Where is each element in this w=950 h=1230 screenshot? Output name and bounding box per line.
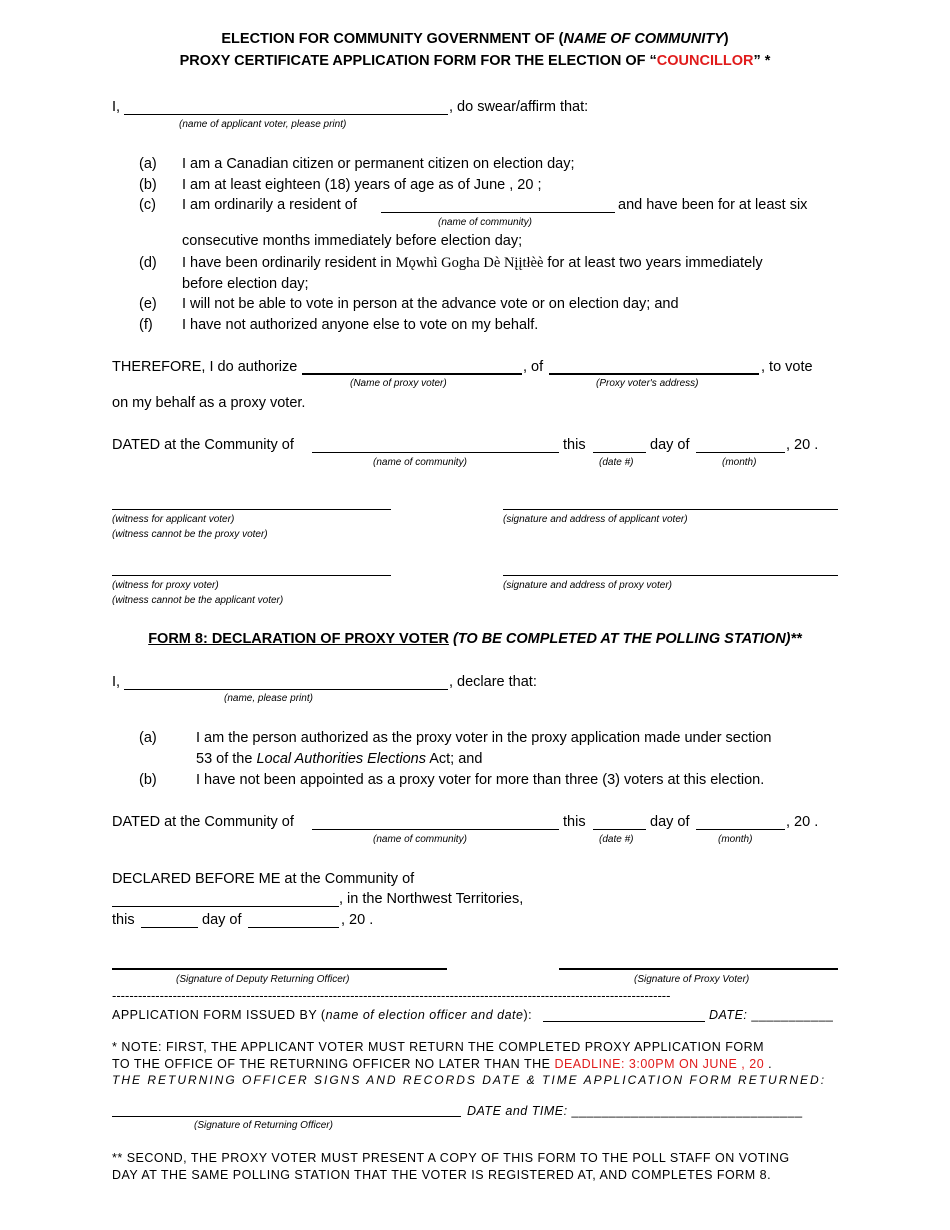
- witness-applicant-note: (witness cannot be the proxy voter): [112, 529, 268, 540]
- declared-community-field[interactable]: [112, 906, 339, 907]
- declared-day-of-text: day of: [202, 912, 242, 928]
- declared-this-text: this: [112, 912, 135, 928]
- item-c-letter: (c): [139, 197, 156, 213]
- of-text: , of: [523, 359, 544, 375]
- divider-dashes: ---------------------------------------------------------------------------------------------------------------------------------: [112, 988, 671, 1003]
- ro-signature-line[interactable]: [112, 1116, 461, 1117]
- item-f-text: I have not authorized anyone else to vote on my behalf.: [182, 317, 539, 333]
- year-text: , 20 .: [786, 437, 819, 453]
- witness-applicant-line[interactable]: [112, 509, 391, 510]
- signature-proxy-caption: (signature and address of proxy voter): [503, 580, 672, 591]
- declared-day-field[interactable]: [141, 927, 198, 928]
- date-caption: (date #): [599, 457, 634, 468]
- issued-by-field[interactable]: [543, 1021, 705, 1022]
- form8-month-caption: (month): [718, 834, 753, 845]
- witness-proxy-line[interactable]: [112, 575, 391, 576]
- ro-signature-caption: (Signature of Returning Officer): [194, 1120, 333, 1131]
- this-text: this: [563, 437, 586, 453]
- item-c-text: I am ordinarily a resident of: [182, 197, 357, 213]
- form8-item-a-line1: I am the person authorized as the proxy voter in the proxy application made under section: [196, 730, 772, 746]
- dated-day-field[interactable]: [593, 452, 646, 453]
- applicant-name-field[interactable]: [124, 114, 448, 115]
- proxy-signature-line[interactable]: [559, 968, 838, 970]
- signature-proxy-line[interactable]: [503, 575, 838, 576]
- proxy-name-field[interactable]: [302, 373, 522, 375]
- form8-community-caption: (name of community): [373, 834, 467, 845]
- form8-day-of-text: day of: [650, 814, 690, 830]
- month-caption: (month): [722, 457, 757, 468]
- second-note-line2: DAY AT THE SAME POLLING STATION THAT THE VOTER IS REGISTERED AT, AND COMPLETES FORM 8.: [112, 1168, 772, 1182]
- day-of-text: day of: [650, 437, 690, 453]
- form8-title: FORM 8: DECLARATION OF PROXY VOTER (TO BE COMPLETED AT THE POLLING STATION)**: [148, 631, 802, 647]
- header-title-line1: ELECTION FOR COMMUNITY GOVERNMENT OF (NAME OF COMMUNITY): [221, 31, 729, 47]
- dated-month-field[interactable]: [696, 452, 785, 453]
- dro-signature-caption: (Signature of Deputy Returning Officer): [176, 974, 350, 985]
- to-vote-text: , to vote: [761, 359, 813, 375]
- dated-text: DATED at the Community of: [112, 437, 294, 453]
- proxy-signature-caption: (Signature of Proxy Voter): [634, 974, 750, 985]
- note-line1: * NOTE: FIRST, THE APPLICANT VOTER MUST RETURN THE COMPLETED PROXY APPLICATION FORM: [112, 1040, 765, 1054]
- item-d-text: I have been ordinarily resident in Mǫwhì Gogha Dè Nįįtłèè for at least two years immediately: [182, 255, 763, 271]
- declare-text: , declare that:: [449, 674, 537, 690]
- item-b-letter: (b): [139, 177, 157, 193]
- form8-item-b-text: I have not been appointed as a proxy voter for more than three (3) voters at this election.: [196, 772, 765, 788]
- item-c-caption: (name of community): [438, 217, 532, 228]
- form8-i-label: I,: [112, 674, 121, 690]
- item-b-text: I am at least eighteen (18) years of age as of June , 20 ;: [182, 177, 542, 193]
- header-title-line2: PROXY CERTIFICATE APPLICATION FORM FOR THE ELECTION OF “COUNCILLOR” *: [179, 53, 771, 69]
- form8-date-caption: (date #): [599, 834, 634, 845]
- form8-name-field[interactable]: [124, 689, 448, 690]
- item-e-text: I will not be able to vote in person at the advance vote or on election day; and: [182, 296, 679, 312]
- item-d-letter: (d): [139, 255, 157, 271]
- form8-item-a-letter: (a): [139, 730, 157, 746]
- declared-month-field[interactable]: [248, 927, 339, 928]
- declared-year-text: , 20 .: [341, 912, 374, 928]
- witness-proxy-note: (witness cannot be the applicant voter): [112, 595, 284, 606]
- form8-item-b-letter: (b): [139, 772, 157, 788]
- form8-dated-day-field[interactable]: [593, 829, 646, 830]
- item-a-letter: (a): [139, 156, 157, 172]
- form8-dated-month-field[interactable]: [696, 829, 785, 830]
- form8-dated-text: DATED at the Community of: [112, 814, 294, 830]
- item-d-cont: before election day;: [182, 276, 309, 292]
- item-c-cont: consecutive months immediately before election day;: [182, 233, 523, 249]
- form8-dated-community-field[interactable]: [312, 829, 559, 830]
- note-line3: THE RETURNING OFFICER SIGNS AND RECORDS DATE & TIME APPLICATION FORM RETURNED:: [112, 1073, 827, 1087]
- item-e-letter: (e): [139, 296, 157, 312]
- proxy-address-caption: (Proxy voter's address): [596, 378, 699, 389]
- witness-applicant-caption: (witness for applicant voter): [112, 514, 235, 525]
- declared-text: DECLARED BEFORE ME at the Community of: [112, 871, 415, 887]
- applicant-name-caption: (name of applicant voter, please print): [179, 119, 347, 130]
- issued-by-text: APPLICATION FORM ISSUED BY (name of election officer and date):: [112, 1008, 533, 1022]
- item-f-letter: (f): [139, 317, 153, 333]
- date-time-label: DATE and TIME: _______________________________: [467, 1104, 803, 1118]
- witness-proxy-caption: (witness for proxy voter): [112, 580, 219, 591]
- swear-text: , do swear/affirm that:: [449, 99, 589, 115]
- item-c-text-after: and have been for at least six: [618, 197, 808, 213]
- therefore-text: THEREFORE, I do authorize: [112, 359, 298, 375]
- signature-applicant-caption: (signature and address of applicant voter): [503, 514, 688, 525]
- form8-name-caption: (name, please print): [224, 693, 313, 704]
- nwt-text: , in the Northwest Territories,: [339, 891, 524, 907]
- form8-year-text: , 20 .: [786, 814, 819, 830]
- form8-item-a-line2: 53 of the Local Authorities Elections Act; and: [196, 751, 483, 767]
- i-label: I,: [112, 99, 121, 115]
- behalf-text: on my behalf as a proxy voter.: [112, 395, 306, 411]
- second-note-line1: ** SECOND, THE PROXY VOTER MUST PRESENT A COPY OF THIS FORM TO THE POLL STAFF ON VOTING: [112, 1151, 790, 1165]
- dated-community-field[interactable]: [312, 452, 559, 453]
- proxy-address-field[interactable]: [549, 373, 759, 375]
- issued-date-label: DATE: ___________: [709, 1008, 834, 1022]
- item-a-text: I am a Canadian citizen or permanent citizen on election day;: [182, 156, 575, 172]
- note-line2: TO THE OFFICE OF THE RETURNING OFFICER NO LATER THAN THE DEADLINE: 3:00PM ON JUNE , 20 .: [112, 1057, 773, 1071]
- proxy-name-caption: (Name of proxy voter): [350, 378, 447, 389]
- form8-this-text: this: [563, 814, 586, 830]
- signature-applicant-line[interactable]: [503, 509, 838, 510]
- dro-signature-line[interactable]: [112, 968, 447, 970]
- item-c-community-field[interactable]: [381, 212, 615, 213]
- community-caption: (name of community): [373, 457, 467, 468]
